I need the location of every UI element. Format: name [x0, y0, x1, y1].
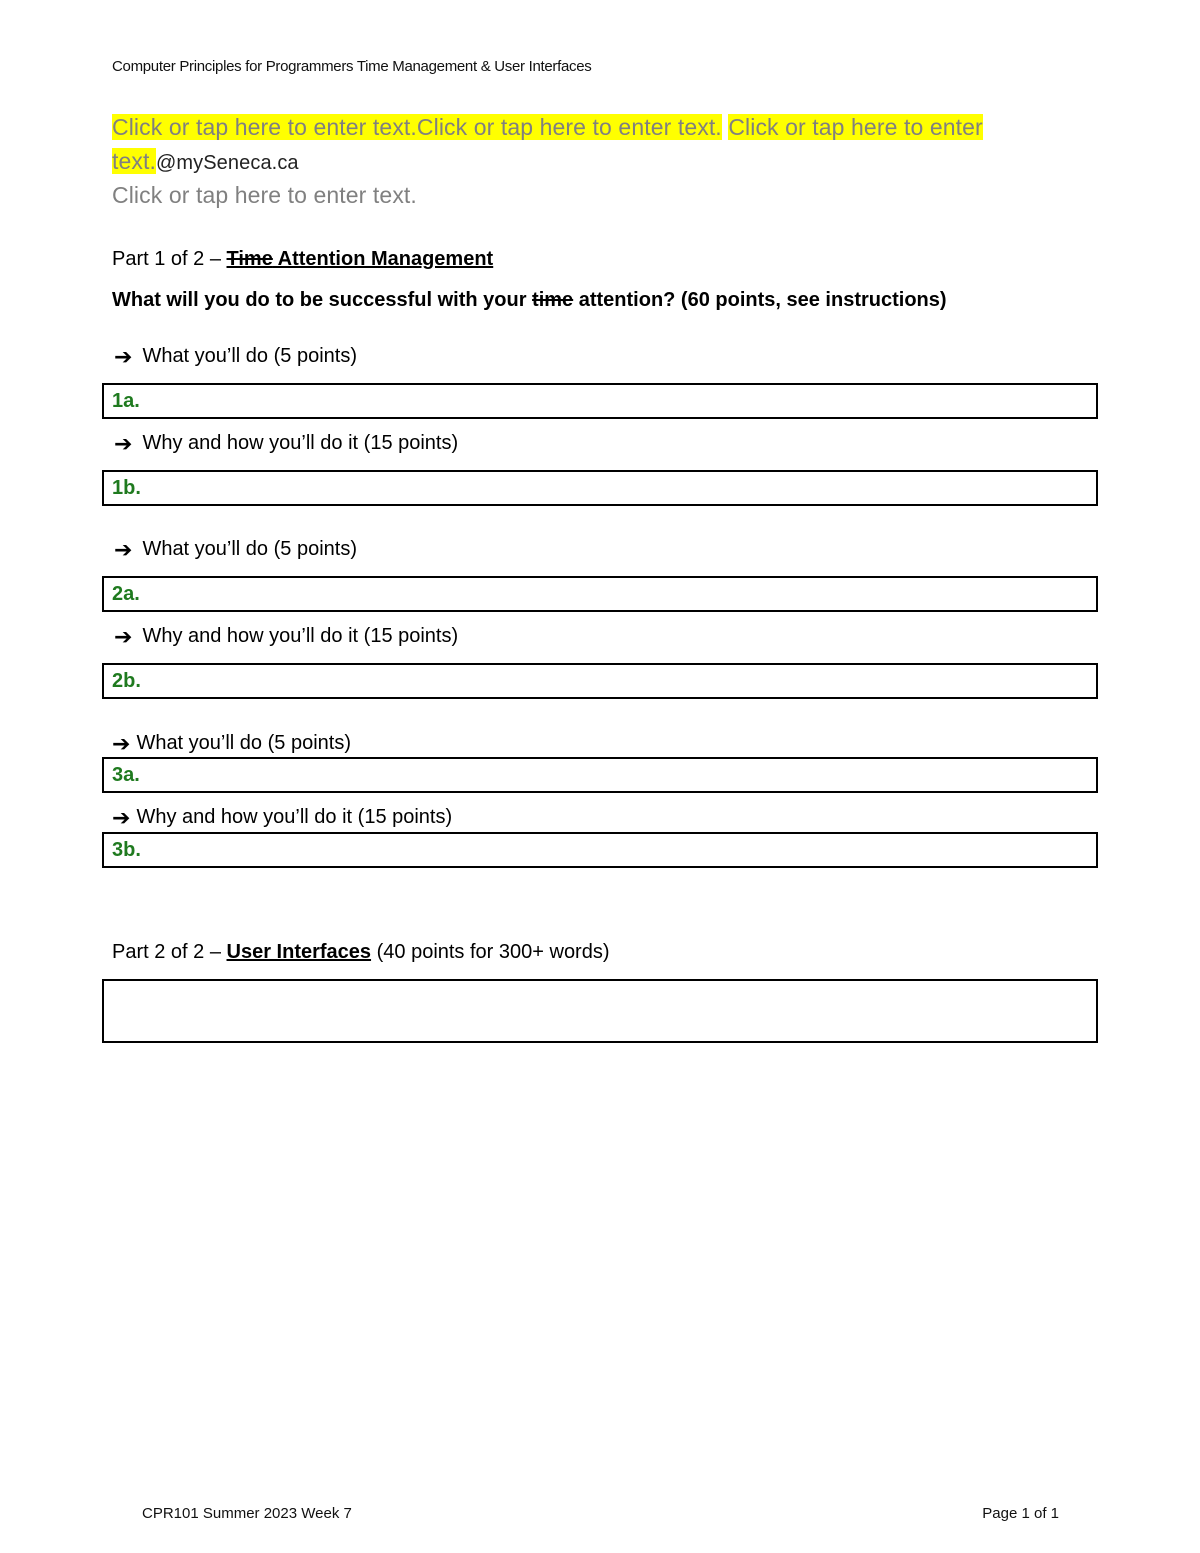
name-fields-line — [112, 114, 983, 141]
part2-heading — [112, 941, 610, 964]
arrow-right-icon: ➔ — [114, 536, 133, 562]
first-name-field[interactable]: Click or tap here to enter text. — [112, 114, 417, 140]
prompt-label: Why and how you’ll do it (15 points) — [136, 806, 453, 828]
email-user-field-end[interactable]: text. — [112, 148, 156, 174]
part2-suffix: (40 points for 300+ words) — [371, 941, 610, 963]
part1-question — [112, 289, 947, 312]
prompt-label: Why and how you’ll do it (15 points) — [142, 432, 459, 454]
prompt-label: Why and how you’ll do it (15 points) — [142, 625, 459, 647]
arrow-right-icon: ➔ — [112, 730, 131, 756]
prompt-what-3 — [112, 732, 351, 755]
question-start: What will you do to be successful with your — [112, 289, 533, 311]
email-domain: @mySeneca.ca — [155, 152, 299, 174]
footer-course: CPR101 Summer 2023 Week 7 — [142, 1505, 352, 1522]
prompt-what-2 — [114, 538, 357, 561]
answer-box-3b[interactable] — [102, 832, 1098, 868]
page-header: Computer Principles for Programmers Time Management & User Interfaces — [112, 58, 592, 75]
arrow-right-icon: ➔ — [114, 623, 133, 649]
answer-box-2b[interactable] — [102, 663, 1098, 699]
box-label: 1b. — [112, 477, 141, 499]
box-label: 1a. — [112, 390, 140, 412]
answer-box-part2[interactable] — [102, 979, 1098, 1043]
answer-box-2a[interactable] — [102, 576, 1098, 612]
part1-heading — [112, 248, 493, 271]
part1-struck-word: Time — [226, 248, 273, 270]
arrow-right-icon: ➔ — [112, 804, 131, 830]
email-user-field[interactable]: Click or tap here to enter — [728, 114, 983, 140]
last-name-field[interactable]: Click or tap here to enter text. — [416, 114, 722, 140]
box-label: 3b. — [112, 839, 141, 861]
prompt-why-1 — [114, 432, 458, 455]
prompt-label: What you’ll do (5 points) — [142, 345, 357, 367]
question-end: attention? (60 points, see instructions) — [573, 289, 947, 311]
arrow-right-icon: ➔ — [114, 343, 133, 369]
box-label: 2a. — [112, 583, 140, 605]
prompt-what-1 — [114, 345, 357, 368]
prompt-label: What you’ll do (5 points) — [136, 732, 351, 754]
student-id-field[interactable]: Click or tap here to enter text. — [112, 182, 417, 208]
part2-prefix: Part 2 of 2 – — [112, 941, 227, 963]
prompt-label: What you’ll do (5 points) — [142, 538, 357, 560]
box-label: 2b. — [112, 670, 141, 692]
part2-title: User Interfaces — [226, 941, 372, 963]
arrow-right-icon: ➔ — [114, 430, 133, 456]
prompt-why-3 — [112, 806, 452, 829]
box-label: 3a. — [112, 764, 140, 786]
prompt-why-2 — [114, 625, 458, 648]
part1-prefix: Part 1 of 2 – — [112, 248, 227, 270]
footer-page-number: Page 1 of 1 — [982, 1505, 1059, 1522]
answer-box-1a[interactable] — [102, 383, 1098, 419]
answer-box-1b[interactable] — [102, 470, 1098, 506]
part1-title: Attention Management — [272, 248, 494, 270]
email-line — [112, 148, 299, 175]
answer-box-3a[interactable] — [102, 757, 1098, 793]
question-struck-word: time — [532, 289, 574, 311]
